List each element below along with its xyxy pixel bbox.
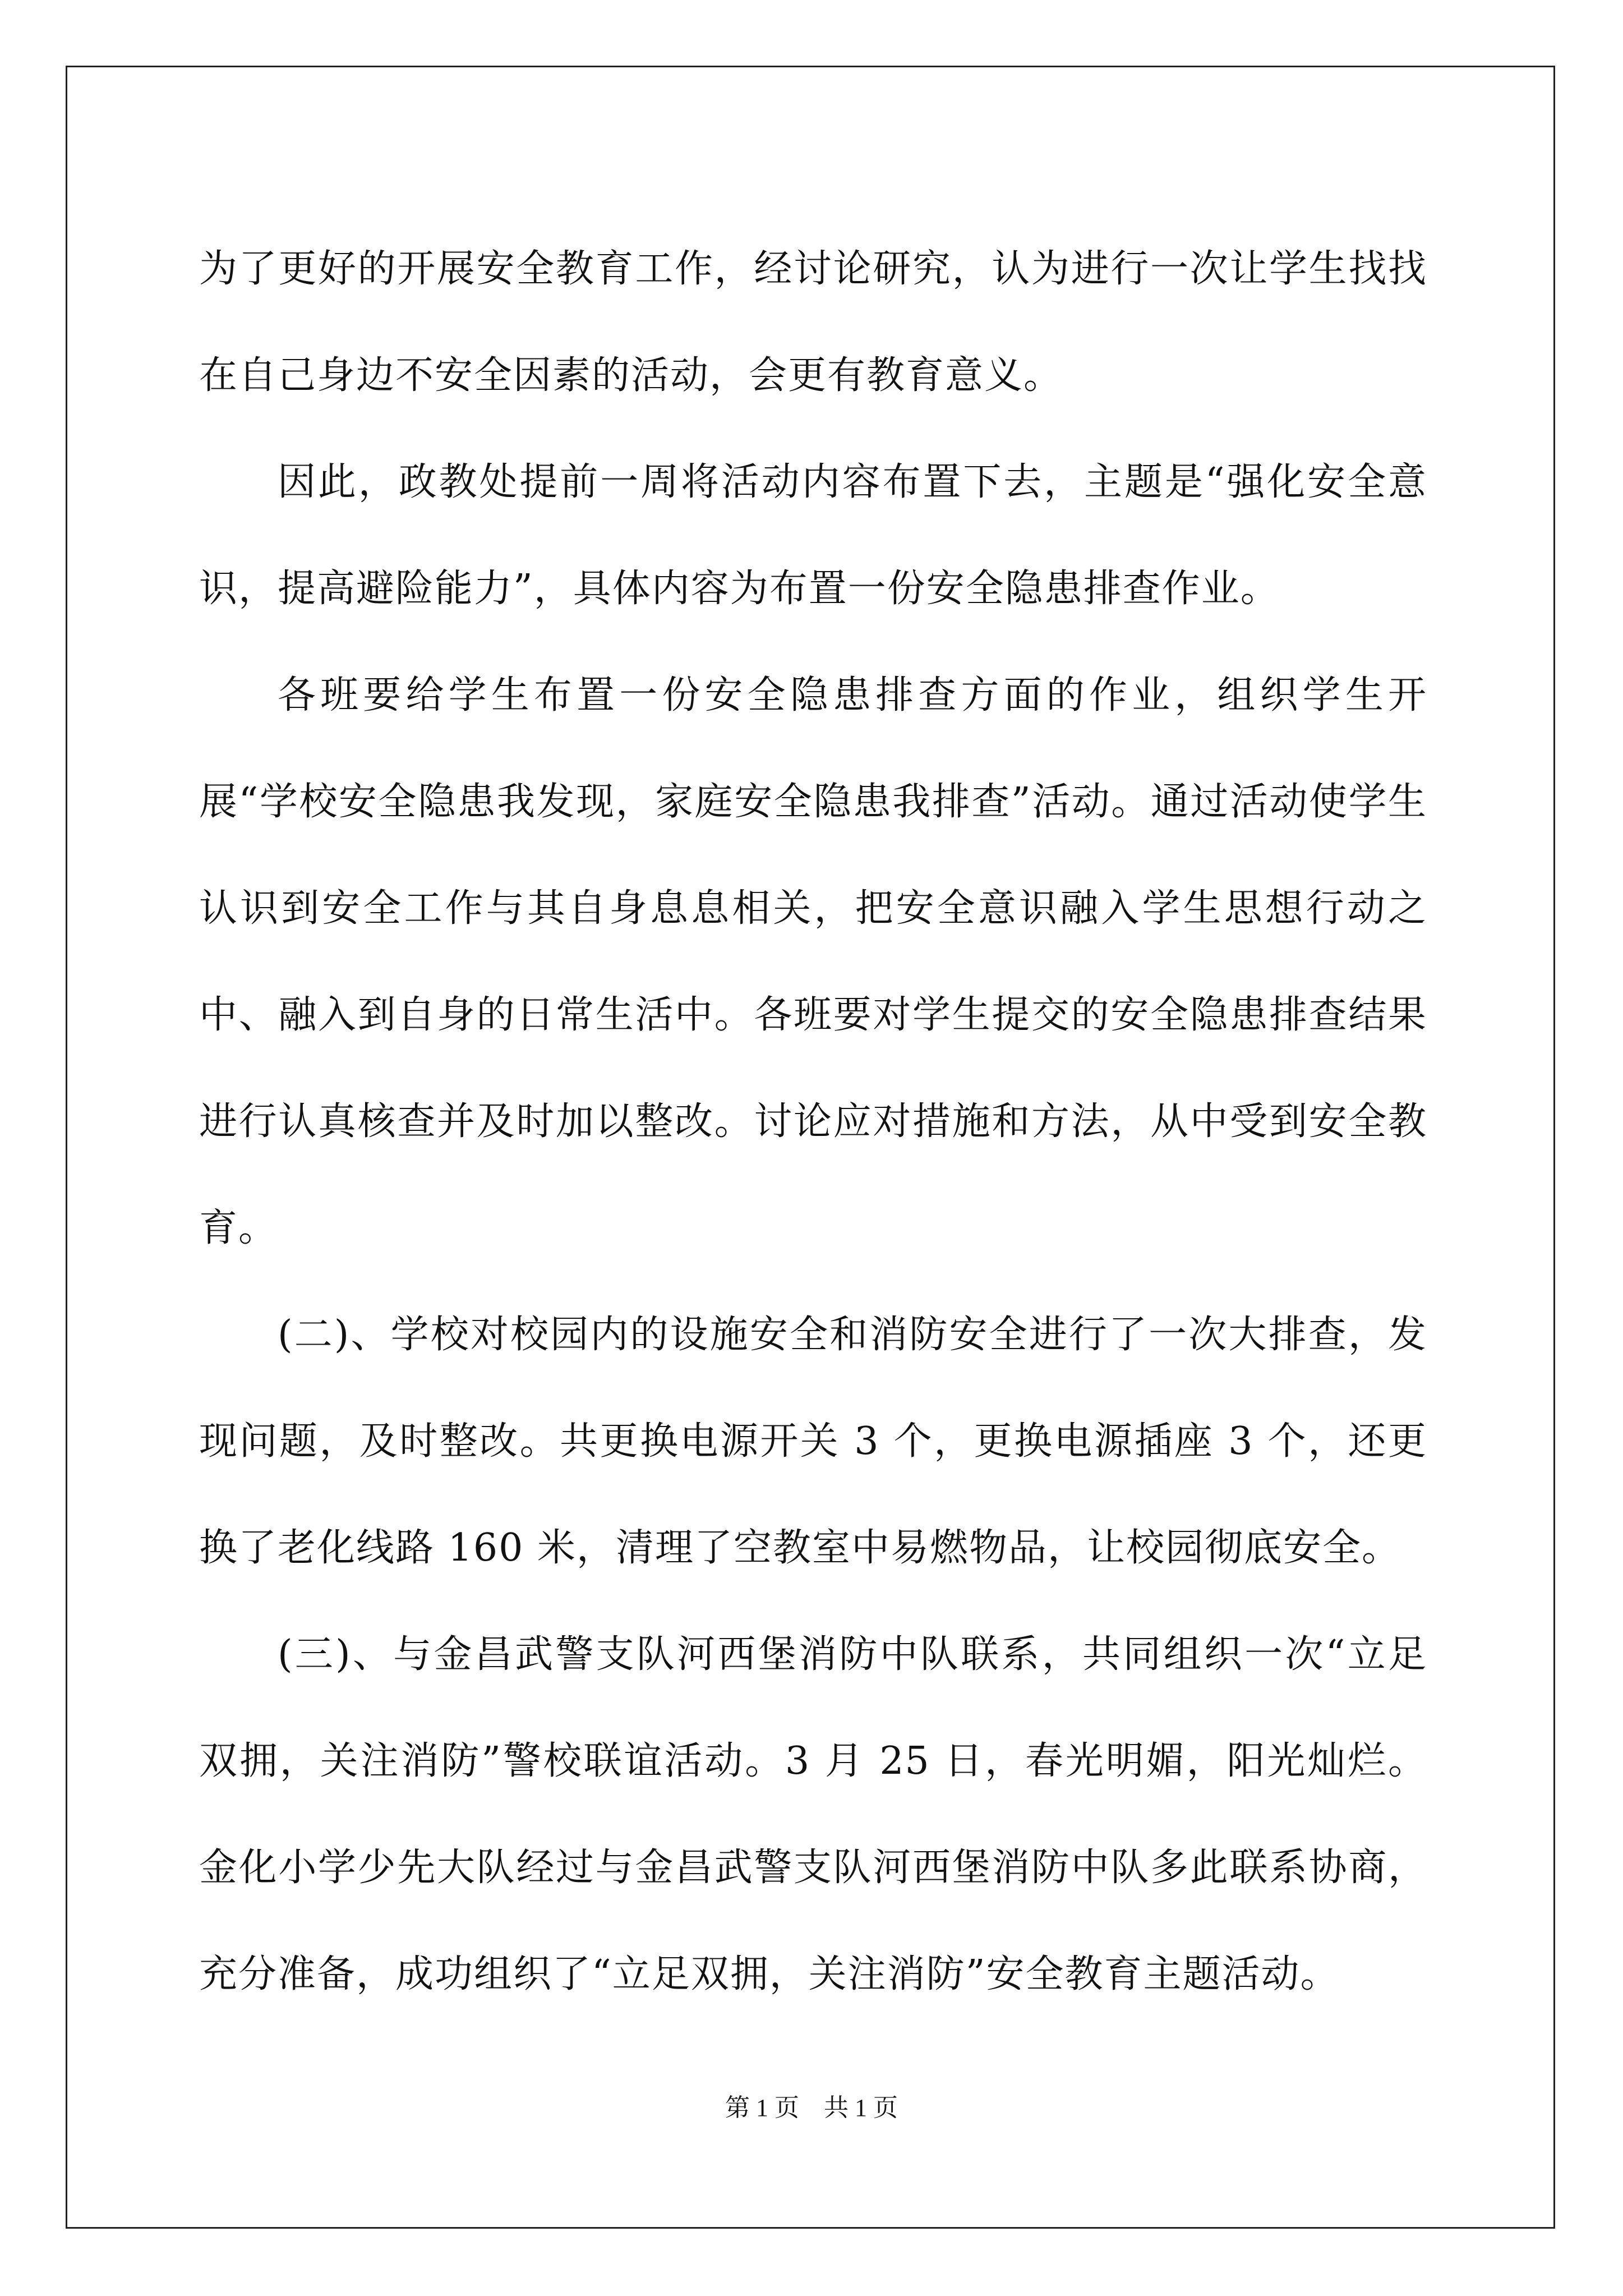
page-number: 第 1 页 共 1 页 [725, 2094, 898, 2122]
paragraph-class-homework: 各班要给学生布置一份安全隐患排查方面的作业，组织学生开展“学校安全隐患我发现，家庭安全隐患我排查”活动。通过活动使学生认识到安全工作与其自身息息相关，把安全意识融入学生思想行动之中、融入到自身的日常生活中。各班要对学生提交的安全隐患排查结果进行认真核查并及时加以整改。讨论应对措施和方法，从中受到安全教育。 [199, 673, 1427, 1250]
paragraph-fire-brigade-activity: (三)、与金昌武警支队河西堡消防中队联系，共同组织一次“立足双拥，关注消防”警校联谊活动。3 月 25 日，春光明媚，阳光灿烂。金化小学少先大队经过与金昌武警支队河西堡消防中队多此联系协商，充分准备，成功组织了“立足双拥，关注消防”安全教育主题活动。 [199, 1632, 1427, 1996]
paragraph-theme: 因此，政教处提前一周将活动内容布置下去，主题是“强化安全意识，提高避险能力”，具体内容为布置一份安全隐患排查作业。 [199, 460, 1427, 611]
paragraph-intro: 为了更好的开展安全教育工作，经讨论研究，认为进行一次让学生找找在自己身边不安全因素的活动，会更有教育意义。 [199, 247, 1427, 398]
paragraph-facility-inspection: (二)、学校对校园内的设施安全和消防安全进行了一次大排查，发现问题，及时整改。共更换电源开关 3 个，更换电源插座 3 个，还更换了老化线路 160 米，清理了空教室中易燃物品，让校园彻底安全。 [199, 1313, 1427, 1570]
document-body [199, 216, 1427, 2028]
